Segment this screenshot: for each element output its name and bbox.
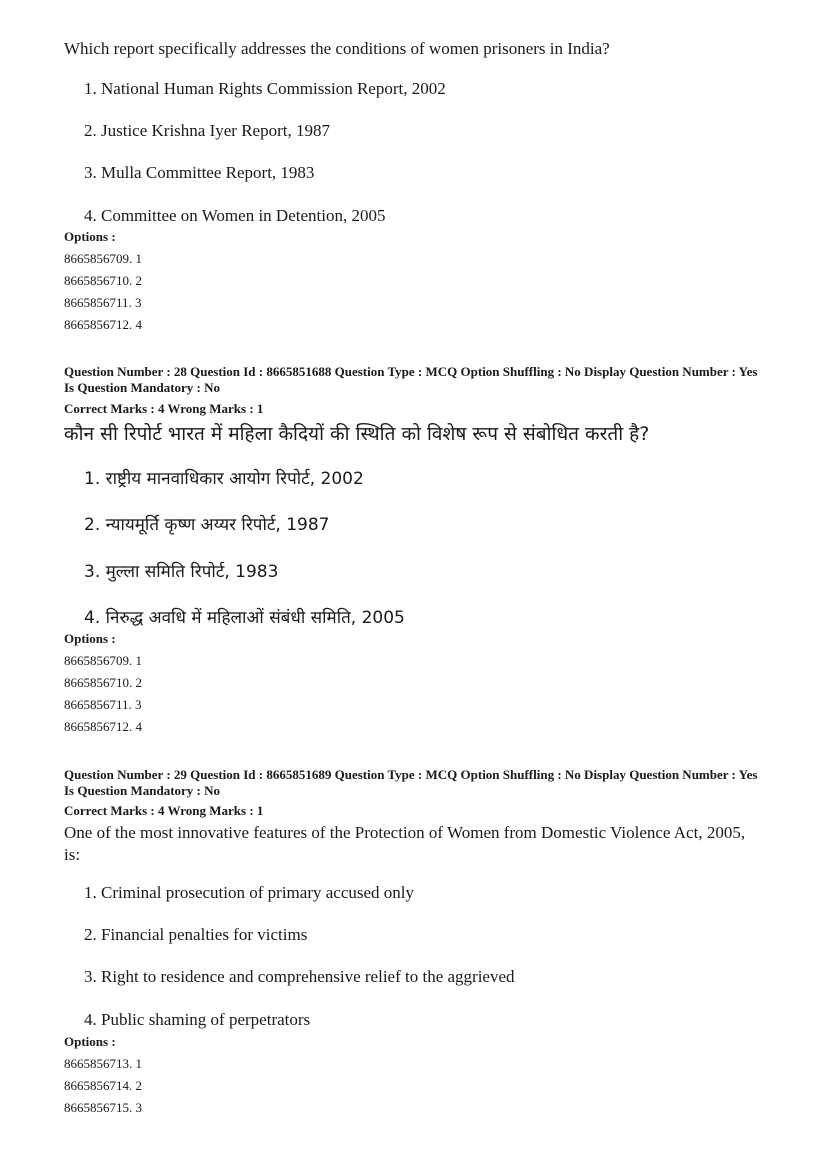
question-text: One of the most innovative features of the Protection of Women from Domestic Violence Act, 2005, is: <box>64 823 746 864</box>
option-1: 1. राष्ट्रीय मानवाधिकार आयोग रिपोर्ट, 2002 <box>84 469 364 489</box>
option-1: 1. National Human Rights Commission Report, 2002 <box>84 79 446 98</box>
option-id-1: 8665856709. 1 <box>64 251 142 266</box>
marks-meta: Correct Marks : 4 Wrong Marks : 1 <box>64 401 264 416</box>
option-2: 2. न्यायमूर्ति कृष्ण अय्यर रिपोर्ट, 1987 <box>84 515 330 535</box>
option-2: 2. Financial penalties for victims <box>84 925 308 944</box>
option-4: 4. Committee on Women in Detention, 2005 <box>84 206 386 225</box>
option-2: 2. Justice Krishna Iyer Report, 1987 <box>84 121 330 140</box>
options-label: Options : <box>64 1034 116 1049</box>
option-4: 4. निरुद्ध अवधि में महिलाओं संबंधी समिति, 2005 <box>84 608 405 628</box>
option-id-3: 8665856711. 3 <box>64 295 142 310</box>
question-text: Which report specifically addresses the conditions of women prisoners in India? <box>64 39 610 58</box>
option-4: 4. Public shaming of perpetrators <box>84 1010 311 1029</box>
question-meta: Question Number : 28 Question Id : 8665851688 Question Type : MCQ Option Shuffling : No Display Question Number : Yes Is Question Mandatory : No <box>64 364 758 395</box>
option-id-4: 8665856712. 4 <box>64 719 142 734</box>
option-1: 1. Criminal prosecution of primary accused only <box>84 883 414 902</box>
question-meta: Question Number : 29 Question Id : 8665851689 Question Type : MCQ Option Shuffling : No Display Question Number : Yes Is Question Mandatory : No <box>64 767 758 798</box>
option-3: 3. Right to residence and comprehensive relief to the aggrieved <box>84 967 515 986</box>
option-id-3: 8665856715. 3 <box>64 1100 142 1115</box>
option-id-1: 8665856709. 1 <box>64 653 142 668</box>
marks-meta: Correct Marks : 4 Wrong Marks : 1 <box>64 803 264 818</box>
option-3: 3. मुल्ला समिति रिपोर्ट, 1983 <box>84 562 279 582</box>
option-id-2: 8665856714. 2 <box>64 1078 142 1093</box>
question-text: कौन सी रिपोर्ट भारत में महिला कैदियों की स्थिति को विशेष रूप से संबोधित करती है? <box>64 423 650 445</box>
option-id-3: 8665856711. 3 <box>64 697 142 712</box>
option-id-1: 8665856713. 1 <box>64 1056 142 1071</box>
options-label: Options : <box>64 229 116 244</box>
option-id-2: 8665856710. 2 <box>64 273 142 288</box>
options-label: Options : <box>64 631 116 646</box>
option-id-2: 8665856710. 2 <box>64 675 142 690</box>
option-3: 3. Mulla Committee Report, 1983 <box>84 163 315 182</box>
option-id-4: 8665856712. 4 <box>64 317 142 332</box>
